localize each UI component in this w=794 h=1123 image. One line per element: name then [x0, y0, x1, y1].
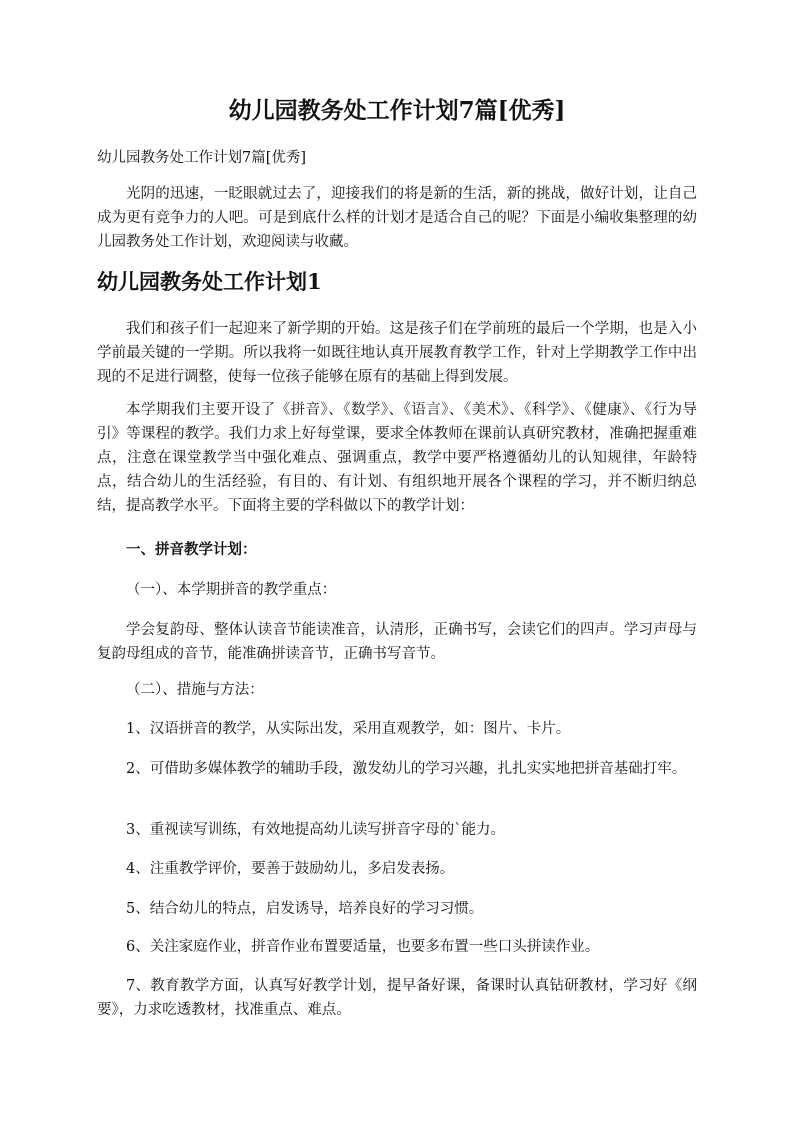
section-paragraph-1: 我们和孩子们一起迎来了新学期的开始。这是孩子们在学前班的最后一个学期，也是入小学前最关键的一学期。所以我将一如既往地认真开展教育教学工作，针对上学期教学工作中出现的不足进行调整，使每一位孩子能够在原有的基础上得到发展。 — [97, 321, 697, 385]
teaching-focus-title: （一）、本学期拼音的教学重点： — [126, 582, 337, 598]
intro-paragraph: 光阴的迅速，一眨眼就过去了，迎接我们的将是新的生活，新的挑战，做好计划，让自己成为更有竞争力的人吧。可是到底什么样的计划才是适合自己的呢？下面是小编收集整理的幼儿园教务处工作计划，欢迎阅读与收藏。 — [97, 186, 697, 250]
method-item-2: 2、可借助多媒体教学的辅助手段，激发幼儿的学习兴趣，扎扎实实地把拼音基础打牢。 — [126, 761, 687, 777]
section-heading: 幼儿园教务处工作计划1 — [97, 269, 322, 294]
method-item-3: 3、重视读写训练，有效地提高幼儿读写拼音字母的`能力。 — [126, 822, 505, 838]
method-item-4: 4、注重教学评价，要善于鼓励幼儿，多启发表扬。 — [126, 861, 455, 877]
method-item-6: 6、关注家庭作业，拼音作业布置要适量，也要多布置一些口头拼读作业。 — [126, 939, 600, 955]
document-subtitle: 幼儿园教务处工作计划7篇[优秀] — [97, 150, 307, 166]
document-title: 幼儿园教务处工作计划7篇[优秀] — [228, 97, 566, 124]
pinyin-plan-heading: 一、拼音教学计划： — [126, 541, 257, 558]
section-paragraph-2: 本学期我们主要开设了《拼音》、《数学》、《语言》、《美术》、《科学》、《健康》、《行为导引》等课程的教学。我们力求上好每堂课，要求全体教师在课前认真研究教材，准确把握重难点，注意在课堂教学当中强化难点、强调重点，教学中要严格遵循幼儿的认知规律，年龄特点，结合幼儿的生活经验，有目的、有计划、有组织地开展各个课程的学习，并不断归纳总结，提高教学水平。下面将主要的学科做以下的教学计划： — [97, 402, 697, 514]
teaching-focus-text: 学会复韵母、整体认读音节能读准音，认清形，正确书写，会读它们的四声。学习声母与复韵母组成的音节，能准确拼读音节，正确书写音节。 — [97, 622, 697, 662]
method-item-1: 1、汉语拼音的教学，从实际出发，采用直观教学，如：图片、卡片。 — [126, 721, 571, 737]
method-item-7: 7、教育教学方面，认真写好教学计划，提早备好课，备课时认真钻研教材，学习好《纲要》，力求吃透教材，找准重点、难点。 — [97, 978, 697, 1018]
methods-title: （二）、措施与方法： — [126, 682, 264, 698]
method-item-5: 5、结合幼儿的特点，启发诱导，培养良好的学习习惯。 — [126, 901, 484, 917]
